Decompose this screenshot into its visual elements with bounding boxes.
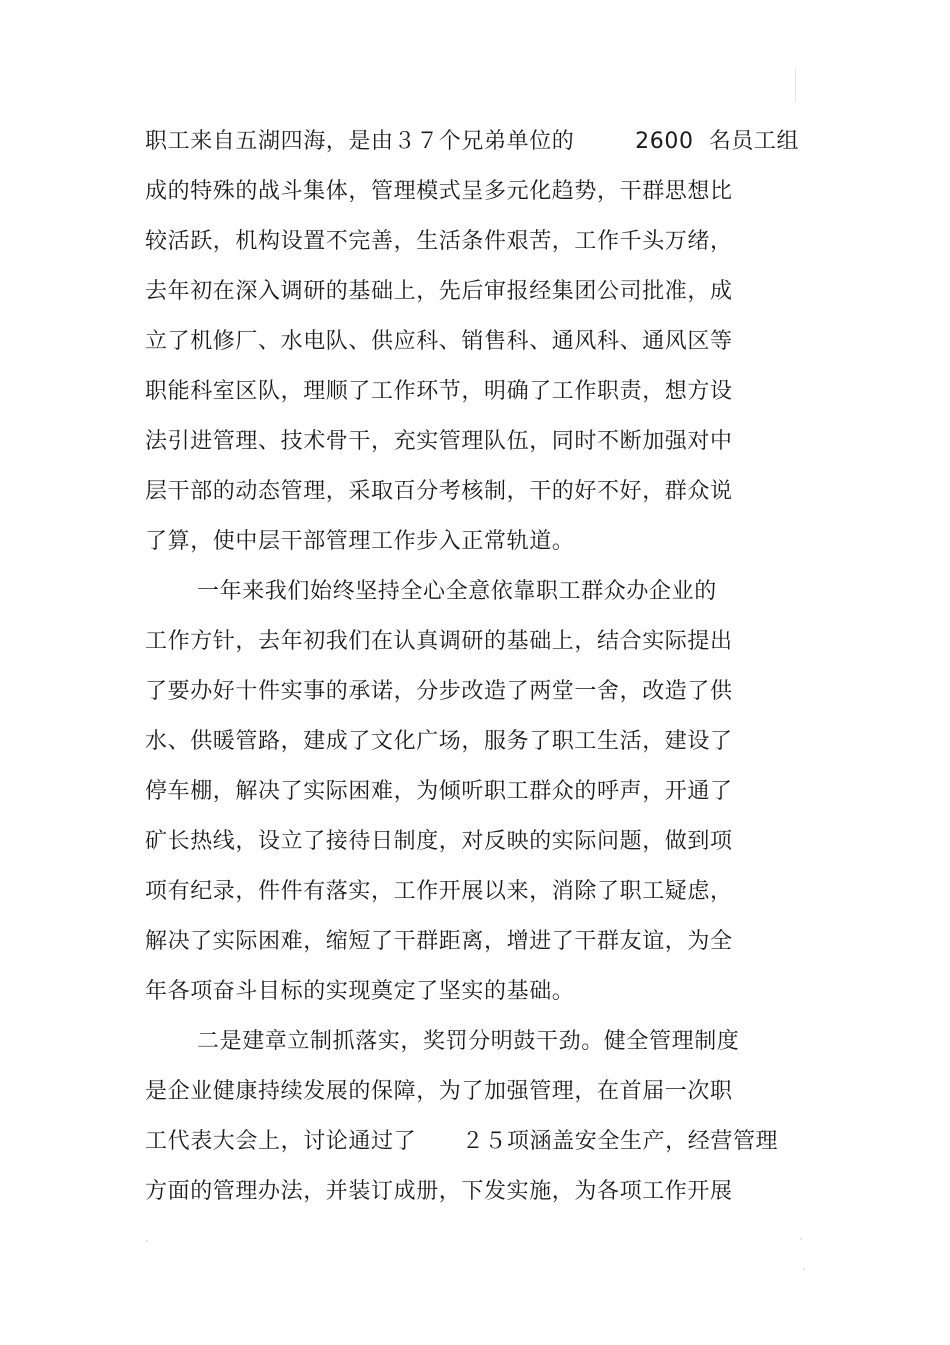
text-line: 矿长热线，设立了接待日制度，对反映的实际问题，做到项 bbox=[145, 829, 733, 854]
text-line: 法引进管理、技术骨干，充实管理队伍，同时不断加强对中 bbox=[145, 429, 733, 454]
text-line: 年各项奋斗目标的实现奠定了坚实的基础。 bbox=[145, 979, 575, 1004]
paragraph-first-line: 一年来我们始终坚持全心全意依靠职工群众办企业的 bbox=[197, 579, 717, 604]
text-line: 项有纪录，件件有落实，工作开展以来，消除了职工疑虑， bbox=[145, 879, 733, 904]
text-line: 解决了实际困难，缩短了干群距离，增进了干群友谊，为全 bbox=[145, 929, 733, 954]
text-line: 层干部的动态管理，采取百分考核制，干的好不好，群众说 bbox=[145, 479, 733, 504]
scan-speck bbox=[146, 1240, 148, 1242]
text-line: 职能科室区队，理顺了工作环节，明确了工作职责，想方设 bbox=[145, 379, 733, 404]
text-line: 了算，使中层干部管理工作步入正常轨道。 bbox=[145, 529, 575, 554]
text-line: 较活跃，机构设置不完善，生活条件艰苦，工作千头万绪， bbox=[145, 229, 733, 254]
text-line: 去年初在深入调研的基础上，先后审报经集团公司批准，成 bbox=[145, 279, 733, 304]
scan-speck bbox=[800, 1238, 802, 1240]
text-line: 工作方针，去年初我们在认真调研的基础上，结合实际提出 bbox=[145, 629, 733, 654]
page-corner-mark bbox=[795, 68, 796, 102]
text-line: 方面的管理办法，并装订成册，下发实施，为各项工作开展 bbox=[145, 1179, 733, 1204]
text-line: 了要办好十件实事的承诺，分步改造了两堂一舍，改造了供 bbox=[145, 679, 733, 704]
text-line: 水、供暖管路，建成了文化广场，服务了职工生活，建设了 bbox=[145, 729, 733, 754]
text-line: 职工来自五湖四海，是由３７个兄弟单位的 2600 名员工组 bbox=[145, 129, 800, 154]
text-line: 是企业健康持续发展的保障，为了加强管理，在首届一次职 bbox=[145, 1079, 733, 1104]
text-line: 立了机修厂、水电队、供应科、销售科、通风科、通风区等 bbox=[145, 329, 733, 354]
text-line: 成的特殊的战斗集体，管理模式呈多元化趋势，干群思想比 bbox=[145, 179, 733, 204]
scan-speck bbox=[803, 1268, 805, 1270]
text-line: 停车棚，解决了实际困难，为倾听职工群众的呼声，开通了 bbox=[145, 779, 733, 804]
paragraph-first-line: 二是建章立制抓落实，奖罚分明鼓干劲。健全管理制度 bbox=[197, 1029, 740, 1054]
text-line: 工代表大会上，讨论通过了 ２５项涵盖安全生产，经营管理 bbox=[145, 1129, 779, 1154]
